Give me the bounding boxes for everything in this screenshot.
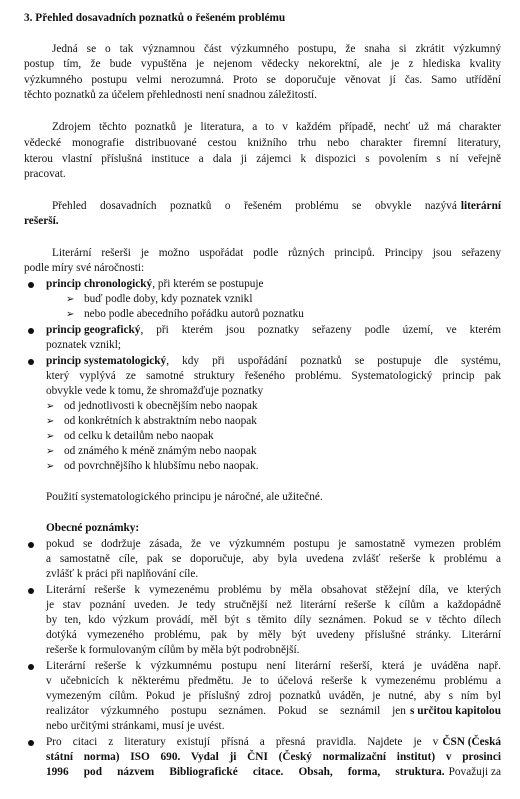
note-line: dotýká vymezeného problému, pak by měly být uvedeny příslušné stránky. Literární bbox=[46, 629, 501, 641]
paragraph-line: pracovat. bbox=[24, 168, 66, 180]
term-reserse: rešerší. bbox=[24, 215, 59, 227]
note-line bbox=[46, 735, 501, 750]
paragraph-line: výzkumného postupu velmi nerozumná. Proto se doporučuje věnovat jí čas. Samo utřídění bbox=[24, 74, 501, 86]
arrow-bullet-icon: ➢ bbox=[46, 431, 55, 442]
bullet-icon bbox=[28, 664, 34, 670]
sub-list-item: od známého k méně známým nebo naopak bbox=[64, 445, 257, 457]
note-emphasis: 1996 pod názvem Bibliografické citace. Obsah, forma, struktura. bbox=[46, 766, 445, 778]
arrow-bullet-icon: ➢ bbox=[46, 416, 55, 427]
note-line: by ten, kdo výzkum provádí, měl být s těmito díly seznámen. Pokud se v těchto dílech bbox=[46, 614, 501, 626]
note-line: je stav poznání uveden. Je tedy stručnější než literární rešerše k cílům a každopádně bbox=[46, 599, 501, 611]
note-emphasis-line: státní norma) ISO 690. Vydal ji ČNI (Český normalizační institut) v prosinci bbox=[46, 751, 501, 763]
paragraph-line: postup tím, že bude vypuštěna je nejenom vědecky nekorektní, ale je z hlediska kvality bbox=[24, 58, 501, 70]
sub-list-item: od povrchnějšího k hlubšímu nebo naopak. bbox=[64, 460, 259, 472]
term-literarni: literární bbox=[460, 200, 501, 212]
note-line: Literární rešerše k vymezenému problému by měla obsahovat stěžejní díla, ve kterých bbox=[46, 584, 501, 596]
note-text: Pro citaci z literatury existují přísná a přesná pravidla. Najdete je v bbox=[46, 736, 439, 748]
note-text: Považuji za bbox=[448, 766, 501, 778]
note-emphasis: s určitou kapitolou bbox=[409, 705, 501, 717]
principle-name: princip geografický bbox=[46, 324, 141, 336]
bullet-icon bbox=[28, 588, 34, 594]
sub-list-item: buď podle doby, kdy poznatek vznikl bbox=[84, 293, 253, 305]
paragraph-text: Přehled dosavadních poznatků o řešeném problému se obvykle nazývá bbox=[52, 200, 457, 212]
note-line: rešerše k formulovaným cílům by měla být podrobnější. bbox=[46, 644, 300, 656]
sub-list-item: nebo podle abecedního pořádku autorů poznatku bbox=[84, 308, 304, 320]
principle-text: , při kterém jsou poznatky seřazeny podle území, ve kterém bbox=[140, 324, 501, 336]
note-line: Literární rešerše k výzkumnému postupu není literární rešerší, která je uváděna např. bbox=[46, 660, 501, 672]
arrow-bullet-icon: ➢ bbox=[46, 446, 55, 457]
list-item bbox=[46, 323, 501, 338]
arrow-bullet-icon: ➢ bbox=[46, 461, 55, 472]
paragraph-line: podle míry své náročnosti: bbox=[24, 262, 145, 274]
paragraph-line bbox=[52, 199, 501, 214]
list-item-continued: který vyplývá ze samotné struktury řešeného problému. Systematologický princip pak bbox=[46, 370, 501, 382]
list-item-continued: obvykle vede k tomu, že shromažďuje poznatky bbox=[46, 385, 264, 397]
sub-list-item: od konkrétních k abstraktním nebo naopak bbox=[64, 415, 257, 427]
paragraph-line: vědecké monografie distribuované cestou knižního trhu nebo charakter firemní literatury, bbox=[24, 137, 501, 149]
section-heading: 3. Přehled dosavadních poznatků o řešeném problému bbox=[24, 12, 286, 24]
bullet-icon bbox=[28, 542, 34, 548]
bullet-icon bbox=[28, 359, 34, 365]
arrow-bullet-icon: ➢ bbox=[66, 309, 75, 320]
list-item bbox=[46, 354, 501, 369]
paragraph-line: Použití systematologického principu je náročné, ale užitečné. bbox=[46, 491, 323, 503]
paragraph-line: kterou vlastní příslušná instituce a dala ji zájemci k dispozici s povolením s ní veřejně bbox=[24, 153, 501, 165]
bullet-icon bbox=[28, 328, 34, 334]
sub-list-item: od jednotlivosti k obecnějším nebo naopak bbox=[64, 400, 258, 412]
principle-name: princip chronologický bbox=[46, 278, 153, 290]
principle-text: , při kterém se postupuje bbox=[152, 278, 264, 290]
note-line: zvlášť k práci při naplňování cíle. bbox=[46, 568, 199, 580]
note-line: vymezeným cílům. Pokud je příslušný zdroj poznatků uváděn, je nutné, aby s ním byl bbox=[46, 690, 501, 702]
notes-heading: Obecné poznámky: bbox=[46, 522, 140, 534]
bullet-icon bbox=[28, 740, 34, 746]
list-item-continued: poznatek vznikl; bbox=[46, 339, 121, 351]
note-line: pokud se dodržuje zásada, že ve výzkumném postupu je samostatně vymezen problém bbox=[46, 538, 501, 550]
paragraph-line: těchto poznatků za účelem přehlednosti není snadnou záležitostí. bbox=[24, 89, 317, 101]
note-line: v učebnicích k některému předmětu. Je to účelová rešerše k vymezenému problému a bbox=[46, 675, 501, 687]
note-line: a samostatně cíle, pak se doporučuje, aby byla uvedena zvlášť rešerše k problému a bbox=[46, 553, 501, 565]
bullet-icon bbox=[28, 282, 34, 288]
paragraph-line: Zdrojem těchto poznatků je literatura, a to v každém případě, nechť už má charakter bbox=[52, 121, 501, 133]
note-emphasis: ČSN (Česká bbox=[442, 736, 501, 748]
arrow-bullet-icon: ➢ bbox=[66, 294, 75, 305]
principle-name: princip systematologický bbox=[46, 355, 167, 367]
sub-list-item: od celku k detailům nebo naopak bbox=[64, 430, 214, 442]
list-item bbox=[46, 277, 264, 292]
note-line bbox=[46, 765, 501, 780]
paragraph-line: Jedná se o tak významnou část výzkumného postupu, že snaha si zkrátit výzkumný bbox=[52, 43, 501, 55]
note-line bbox=[46, 704, 501, 719]
paragraph-line: Literární rešerši je možno uspořádat podle různých principů. Principy jsou seřazeny bbox=[52, 247, 501, 259]
note-line: nebo určitými stránkami, musí je uvést. bbox=[46, 720, 225, 732]
arrow-bullet-icon: ➢ bbox=[46, 401, 55, 412]
principle-text: , kdy při uspořádání poznatků se postupuje dle systému, bbox=[166, 355, 501, 367]
note-text: realizátor výzkumného postupu seznámen. Pokud se seznámil jen bbox=[46, 705, 406, 717]
